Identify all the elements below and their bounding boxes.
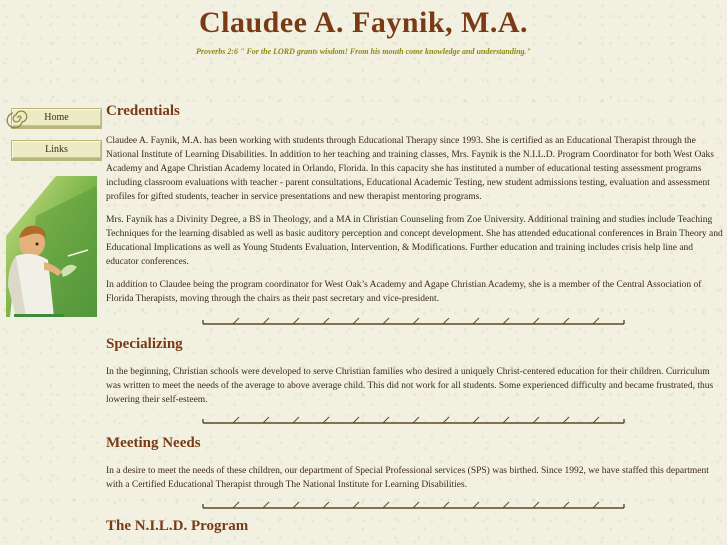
page-title: Claudee A. Faynik, M.A. <box>198 6 529 39</box>
nav-home-label: Home <box>44 112 69 123</box>
nav-links-label: Links <box>45 144 68 155</box>
scripture-verse: Proverbs 2:6 " For the LORD grants wisdom! From his mouth come knowledge and understanding." <box>196 47 531 56</box>
divider-ornament <box>201 316 626 326</box>
heading-credentials: Credentials <box>106 103 180 119</box>
specializing-paragraph: In the beginning, Christian schools were developed to serve Christian families who desired a uniquely Christ-centered education for their children. Curriculum was written to meet the needs of the average to above average child. This did not work for all students. Some experienced difficulty and became frustrated, thus lowering their self-esteem. <box>106 367 714 405</box>
meeting-needs-paragraph: In a desire to meet the needs of these children, our department of Special Professional services (SPS) was birthed. Since 1992, we have staffed this department with a Certified Educational Therapist through The National Institute for Learning Disabilities. <box>106 466 709 490</box>
boy-at-chalkboard-illustration <box>6 176 97 317</box>
heading-nild-program: The N.I.L.D. Program <box>106 518 249 534</box>
divider-ornament <box>201 415 626 425</box>
section-divider <box>201 500 626 510</box>
credentials-paragraph-1: Claudee A. Faynik, M.A. has been working with students through Educational Therapy since 1993. She is certified as an Educational Therapist through the National Institute of Learning Disabilities. In addition to her teaching and training classes, Mrs. Faynik is the N.I.L.D. Program Coordinator for both West Oaks Academy and Agape Christian Academy located in Orlando, Florida. In this capacity she has instituted a number of educational testing assessment programs including classroom evaluations with teacher - parent consultations, Educational Academic Testing, new student admissions testing, evaluation and assessment profiles for gifted students, teacher in service presentations and new therapist mentoring programs. <box>106 136 714 202</box>
spiral-icon <box>6 107 30 129</box>
section-divider <box>201 415 626 425</box>
divider-ornament <box>201 500 626 510</box>
heading-specializing: Specializing <box>106 336 183 352</box>
main-content <box>106 100 726 535</box>
section-divider <box>201 316 626 326</box>
credentials-paragraph-2: Mrs. Faynik has a Divinity Degree, a BS in Theology, and a MA in Christian Counseling from Zoe University. Additional training and studies include Teaching Techniques for the learning disabled as well as basic auditory perception and concept development. She has attended educational conferences in Brain Theory and Educational Implications as well as Young Students Evaluation, Intervention, & Modifications. Further education and training includes crisis help line and educator conferences. <box>106 215 723 267</box>
credentials-paragraph-3: In addition to Claudee being the program coordinator for West Oak’s Academy and Agape Christian Academy, she is a member of the Central Association of Florida Therapists, moving through the chairs as their past secretary and vice-president. <box>106 280 702 304</box>
nav-links-button[interactable] <box>11 140 102 159</box>
heading-meeting-needs: Meeting Needs <box>106 435 201 451</box>
